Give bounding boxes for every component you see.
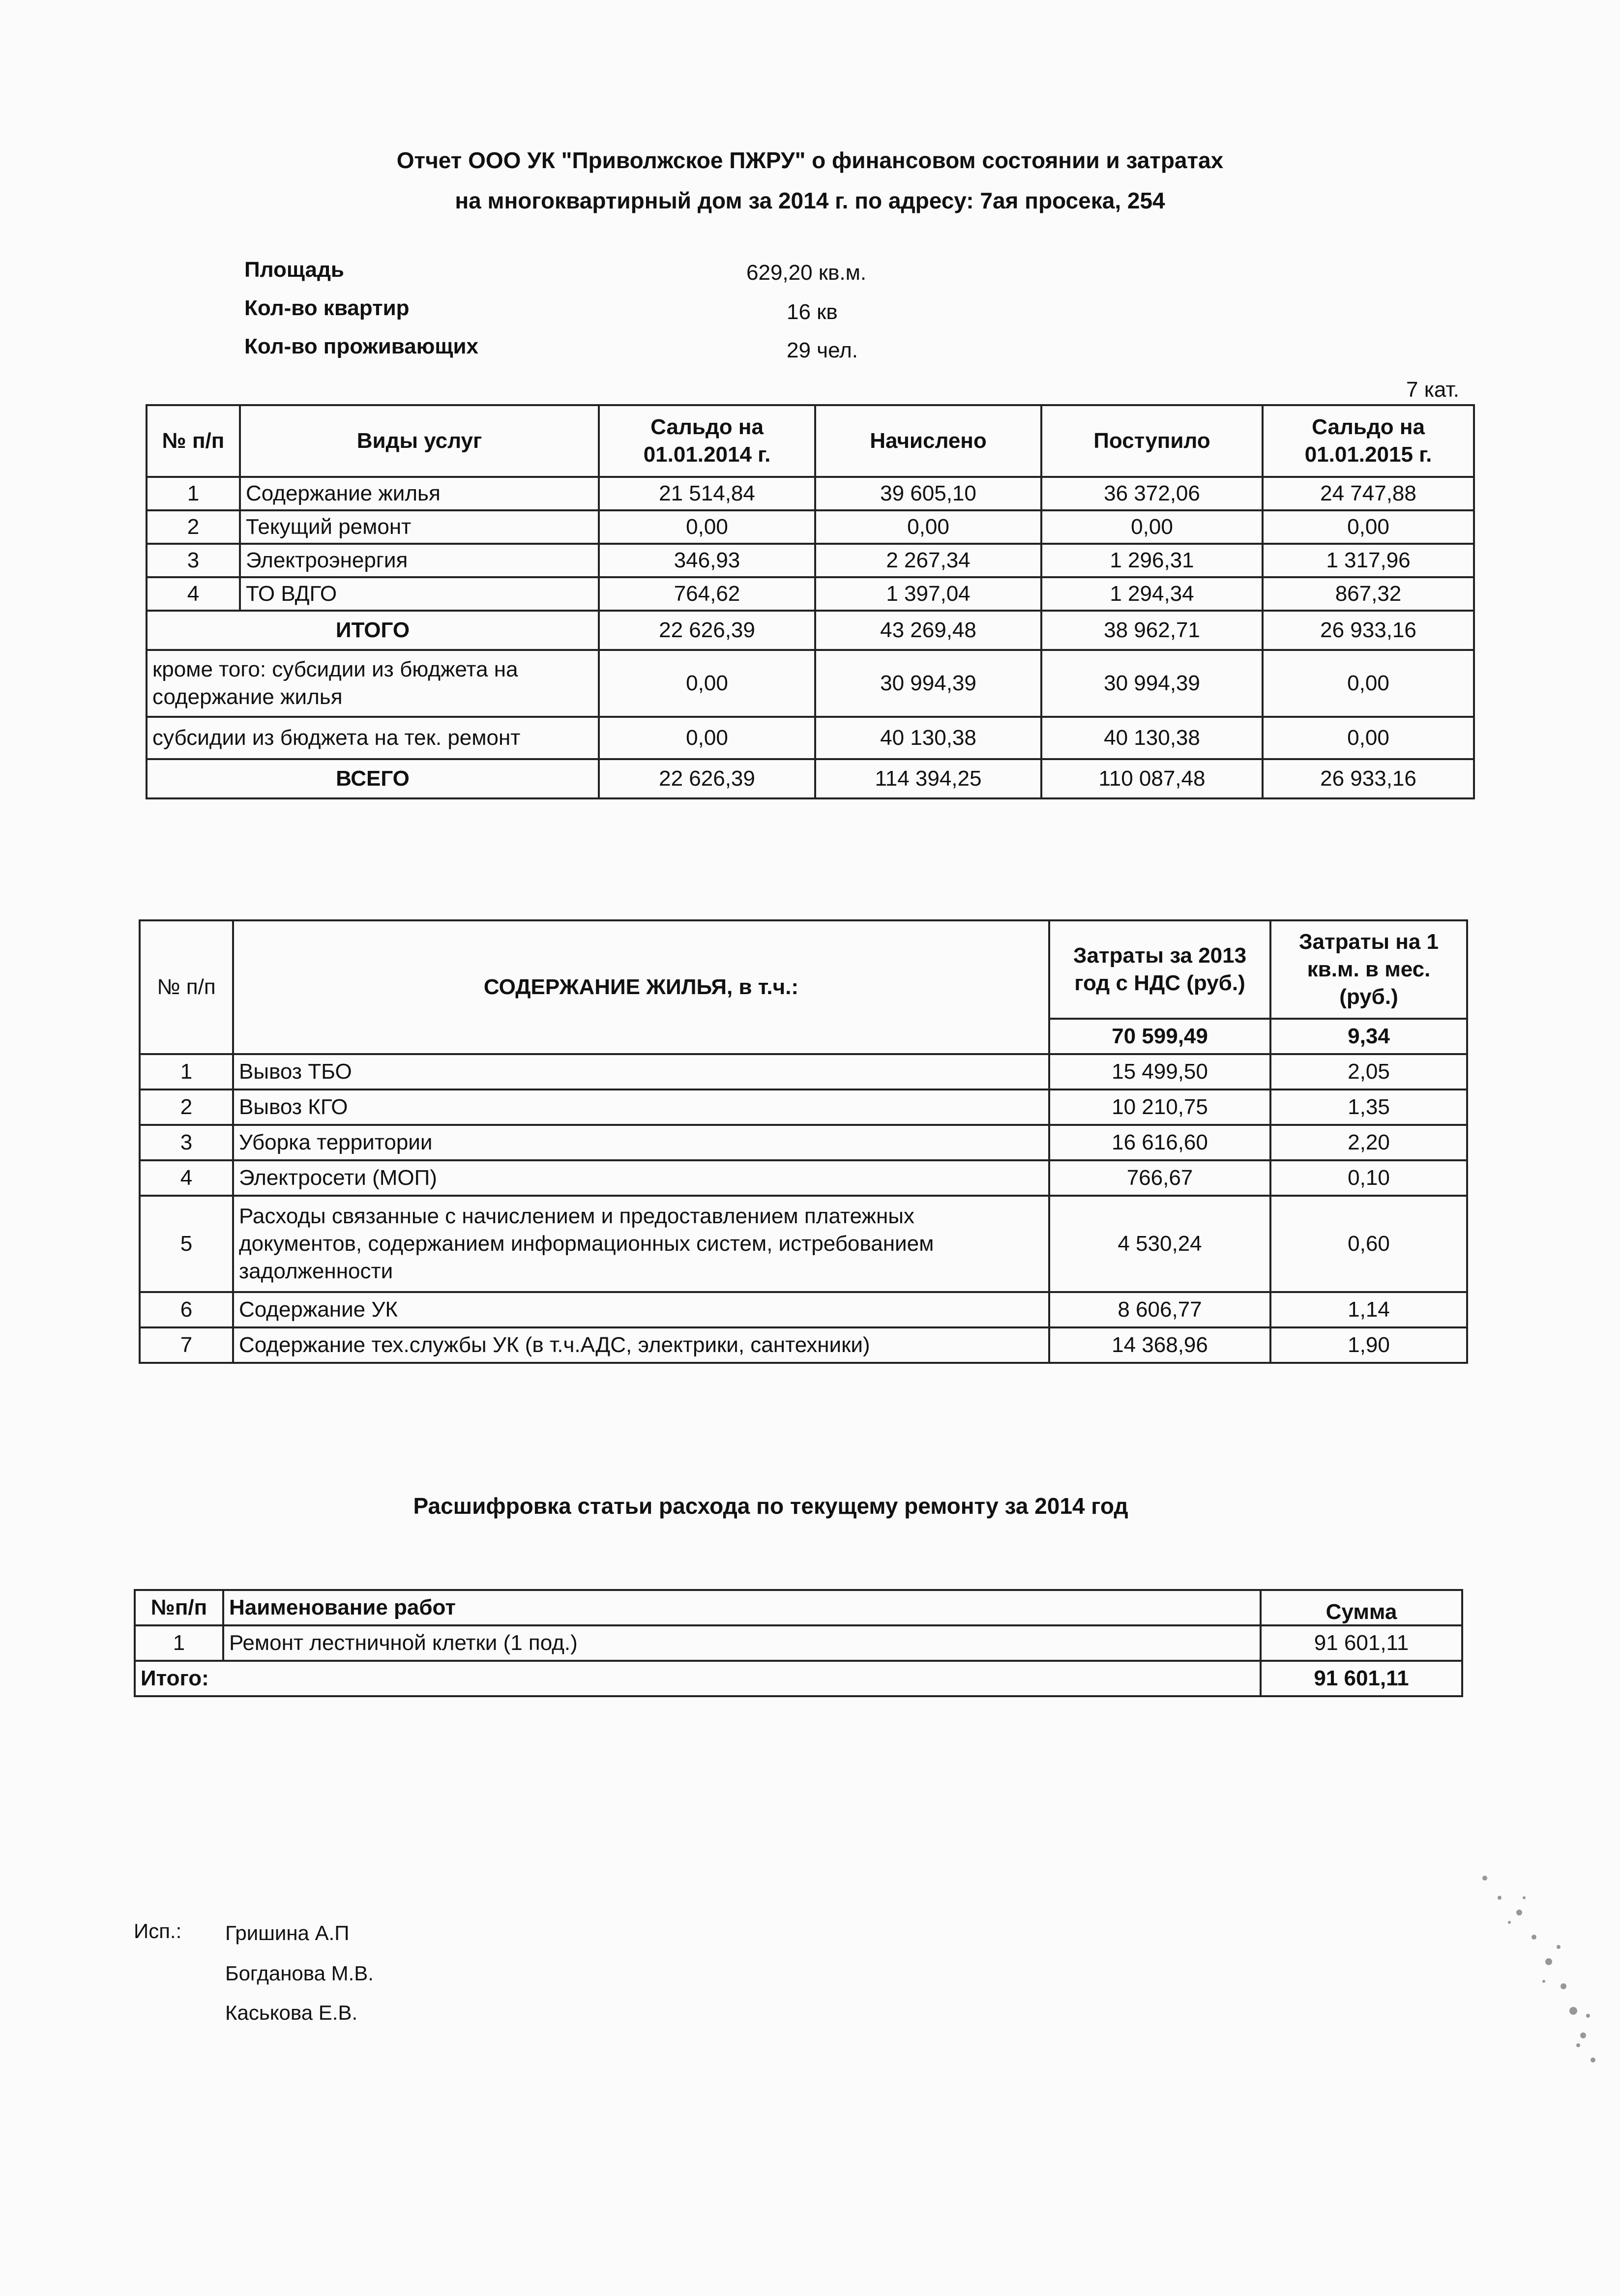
table-row	[140, 1125, 1467, 1160]
cell: 114 394,25	[815, 759, 1041, 798]
cell: 1	[135, 1625, 223, 1661]
cell: Уборка территории	[233, 1125, 1049, 1160]
cell: 26 933,16	[1263, 611, 1474, 650]
cell: 1 397,04	[815, 577, 1041, 611]
cell: 30 994,39	[1041, 650, 1263, 717]
residents-label: Кол-во проживающих	[244, 334, 478, 358]
executor-label: Исп.:	[134, 1919, 182, 1943]
cell: 1	[147, 477, 240, 510]
cell: 2 267,34	[815, 544, 1041, 577]
cell: 1 294,34	[1041, 577, 1263, 611]
col-header-num: №п/п	[135, 1590, 223, 1625]
cell: 110 087,48	[1041, 759, 1263, 798]
subsidy-label: кроме того: субсидии из бюджета на содержание жилья	[147, 650, 599, 717]
cell: 91 601,11	[1261, 1625, 1462, 1661]
table-row	[147, 477, 1474, 510]
finance-table	[146, 404, 1475, 799]
cell: 43 269,48	[815, 611, 1041, 650]
cell: 9,34	[1270, 1019, 1467, 1054]
cell: 0,00	[1263, 510, 1474, 544]
cell: 1	[140, 1054, 233, 1089]
cell: 0,00	[599, 717, 815, 759]
cell: Содержание УК	[233, 1292, 1049, 1327]
grand-total-label: ВСЕГО	[147, 759, 599, 798]
col-header-costs-sqm: Затраты на 1 кв.м. в мес. (руб.)	[1270, 920, 1467, 1019]
cell: Электросети (МОП)	[233, 1160, 1049, 1196]
report-title-line2: на многоквартирный дом за 2014 г. по адресу: 7ая просека, 254	[455, 188, 1165, 213]
cell: 0,00	[815, 510, 1041, 544]
col-header-service: Виды услуг	[240, 405, 599, 477]
cell: 38 962,71	[1041, 611, 1263, 650]
table-row	[140, 1292, 1467, 1327]
cell: 5	[140, 1196, 233, 1292]
cell: 766,67	[1049, 1160, 1270, 1196]
cell: 36 372,06	[1041, 477, 1263, 510]
cell: 2,20	[1270, 1125, 1467, 1160]
cell: 40 130,38	[815, 717, 1041, 759]
cell: 2,05	[1270, 1054, 1467, 1089]
table-row	[135, 1625, 1462, 1661]
cell: 30 994,39	[815, 650, 1041, 717]
executor-name-2: Богданова М.В.	[225, 1962, 374, 1985]
cell: 867,32	[1263, 577, 1474, 611]
executor-name-1: Гришина А.П	[225, 1921, 350, 1944]
table-row	[140, 1196, 1467, 1292]
col-header-num: № п/п	[140, 920, 233, 1054]
cell: 2	[140, 1089, 233, 1125]
cell: 15 499,50	[1049, 1054, 1270, 1089]
cell: 0,10	[1270, 1160, 1467, 1196]
cell: 24 747,88	[1263, 477, 1474, 510]
table-row	[140, 1327, 1467, 1363]
col-header-maintenance: СОДЕРЖАНИЕ ЖИЛЬЯ, в т.ч.:	[233, 920, 1049, 1054]
col-header-balance-start: Сальдо на 01.01.2014 г.	[599, 405, 815, 477]
cell: 10 210,75	[1049, 1089, 1270, 1125]
cell: 22 626,39	[599, 611, 815, 650]
cell: 1,14	[1270, 1292, 1467, 1327]
cell: 3	[140, 1125, 233, 1160]
cell: 26 933,16	[1263, 759, 1474, 798]
cell: Вывоз ТБО	[233, 1054, 1049, 1089]
table-row	[140, 1089, 1467, 1125]
col-header-num: № п/п	[147, 405, 240, 477]
cell: 4 530,24	[1049, 1196, 1270, 1292]
cell: 1,90	[1270, 1327, 1467, 1363]
col-header-sum: Сумма	[1261, 1590, 1462, 1625]
cell: 8 606,77	[1049, 1292, 1270, 1327]
subsidy-label: субсидии из бюджета на тек. ремонт	[147, 717, 599, 759]
cell: Текущий ремонт	[240, 510, 599, 544]
apartments-value: 16 кв	[787, 300, 838, 324]
cell: Ремонт лестничной клетки (1 под.)	[223, 1625, 1261, 1661]
cell: Содержание жилья	[240, 477, 599, 510]
total-value: 91 601,11	[1261, 1661, 1462, 1696]
subsidy-row	[147, 650, 1474, 717]
table-row	[147, 577, 1474, 611]
repair-table	[134, 1589, 1463, 1697]
col-header-accrued: Начислено	[815, 405, 1041, 477]
cell: 0,00	[1263, 717, 1474, 759]
cell: 3	[147, 544, 240, 577]
cell: Вывоз КГО	[233, 1089, 1049, 1125]
cell: 7	[140, 1327, 233, 1363]
total-row	[135, 1661, 1462, 1696]
cell: 14 368,96	[1049, 1327, 1270, 1363]
executor-name-3: Каськова Е.В.	[225, 2001, 358, 2024]
cell: ТО ВДГО	[240, 577, 599, 611]
report-title-line1: Отчет ООО УК "Приволжское ПЖРУ" о финансовом состоянии и затратах	[396, 147, 1224, 173]
area-value: 629,20 кв.м.	[746, 261, 867, 285]
cell: 40 130,38	[1041, 717, 1263, 759]
cell: Расходы связанные с начислением и предоставлением платежных документов, содержанием информационных систем, истребованием задолженности	[233, 1196, 1049, 1292]
expenses-table	[139, 919, 1468, 1364]
cell: 6	[140, 1292, 233, 1327]
table-row	[140, 1054, 1467, 1089]
category-label: 7 кат.	[1406, 378, 1459, 402]
cell: 0,00	[599, 650, 815, 717]
cell: Содержание тех.службы УК (в т.ч.АДС, электрики, сантехники)	[233, 1327, 1049, 1363]
table-row	[140, 1160, 1467, 1196]
scan-smudge	[1465, 1868, 1613, 2075]
cell: 39 605,10	[815, 477, 1041, 510]
col-header-balance-end: Сальдо на 01.01.2015 г.	[1263, 405, 1474, 477]
cell: 21 514,84	[599, 477, 815, 510]
total-label: Итого:	[135, 1661, 1261, 1696]
subsidy-row	[147, 717, 1474, 759]
area-label: Площадь	[244, 258, 344, 282]
cell: 16 616,60	[1049, 1125, 1270, 1160]
cell: 70 599,49	[1049, 1019, 1270, 1054]
cell: 1,35	[1270, 1089, 1467, 1125]
col-header-work: Наименование работ	[223, 1590, 1261, 1625]
cell: 2	[147, 510, 240, 544]
apartments-label: Кол-во квартир	[244, 296, 410, 320]
table-row	[147, 510, 1474, 544]
cell: 0,00	[599, 510, 815, 544]
cell: 0,00	[1041, 510, 1263, 544]
total-label: ИТОГО	[147, 611, 599, 650]
cell: 764,62	[599, 577, 815, 611]
cell: 346,93	[599, 544, 815, 577]
cell: 22 626,39	[599, 759, 815, 798]
section-title-repair: Расшифровка статьи расхода по текущему ремонту за 2014 год	[413, 1493, 1128, 1519]
cell: 4	[140, 1160, 233, 1196]
cell: 4	[147, 577, 240, 611]
cell: 0,00	[1263, 650, 1474, 717]
col-header-costs-year: Затраты за 2013 год с НДС (руб.)	[1049, 920, 1270, 1019]
col-header-received: Поступило	[1041, 405, 1263, 477]
total-row	[147, 611, 1474, 650]
grand-total-row	[147, 759, 1474, 798]
cell: Электроэнергия	[240, 544, 599, 577]
cell: 0,60	[1270, 1196, 1467, 1292]
cell: 1 317,96	[1263, 544, 1474, 577]
cell: 1 296,31	[1041, 544, 1263, 577]
residents-value: 29 чел.	[787, 338, 858, 362]
table-row	[147, 544, 1474, 577]
